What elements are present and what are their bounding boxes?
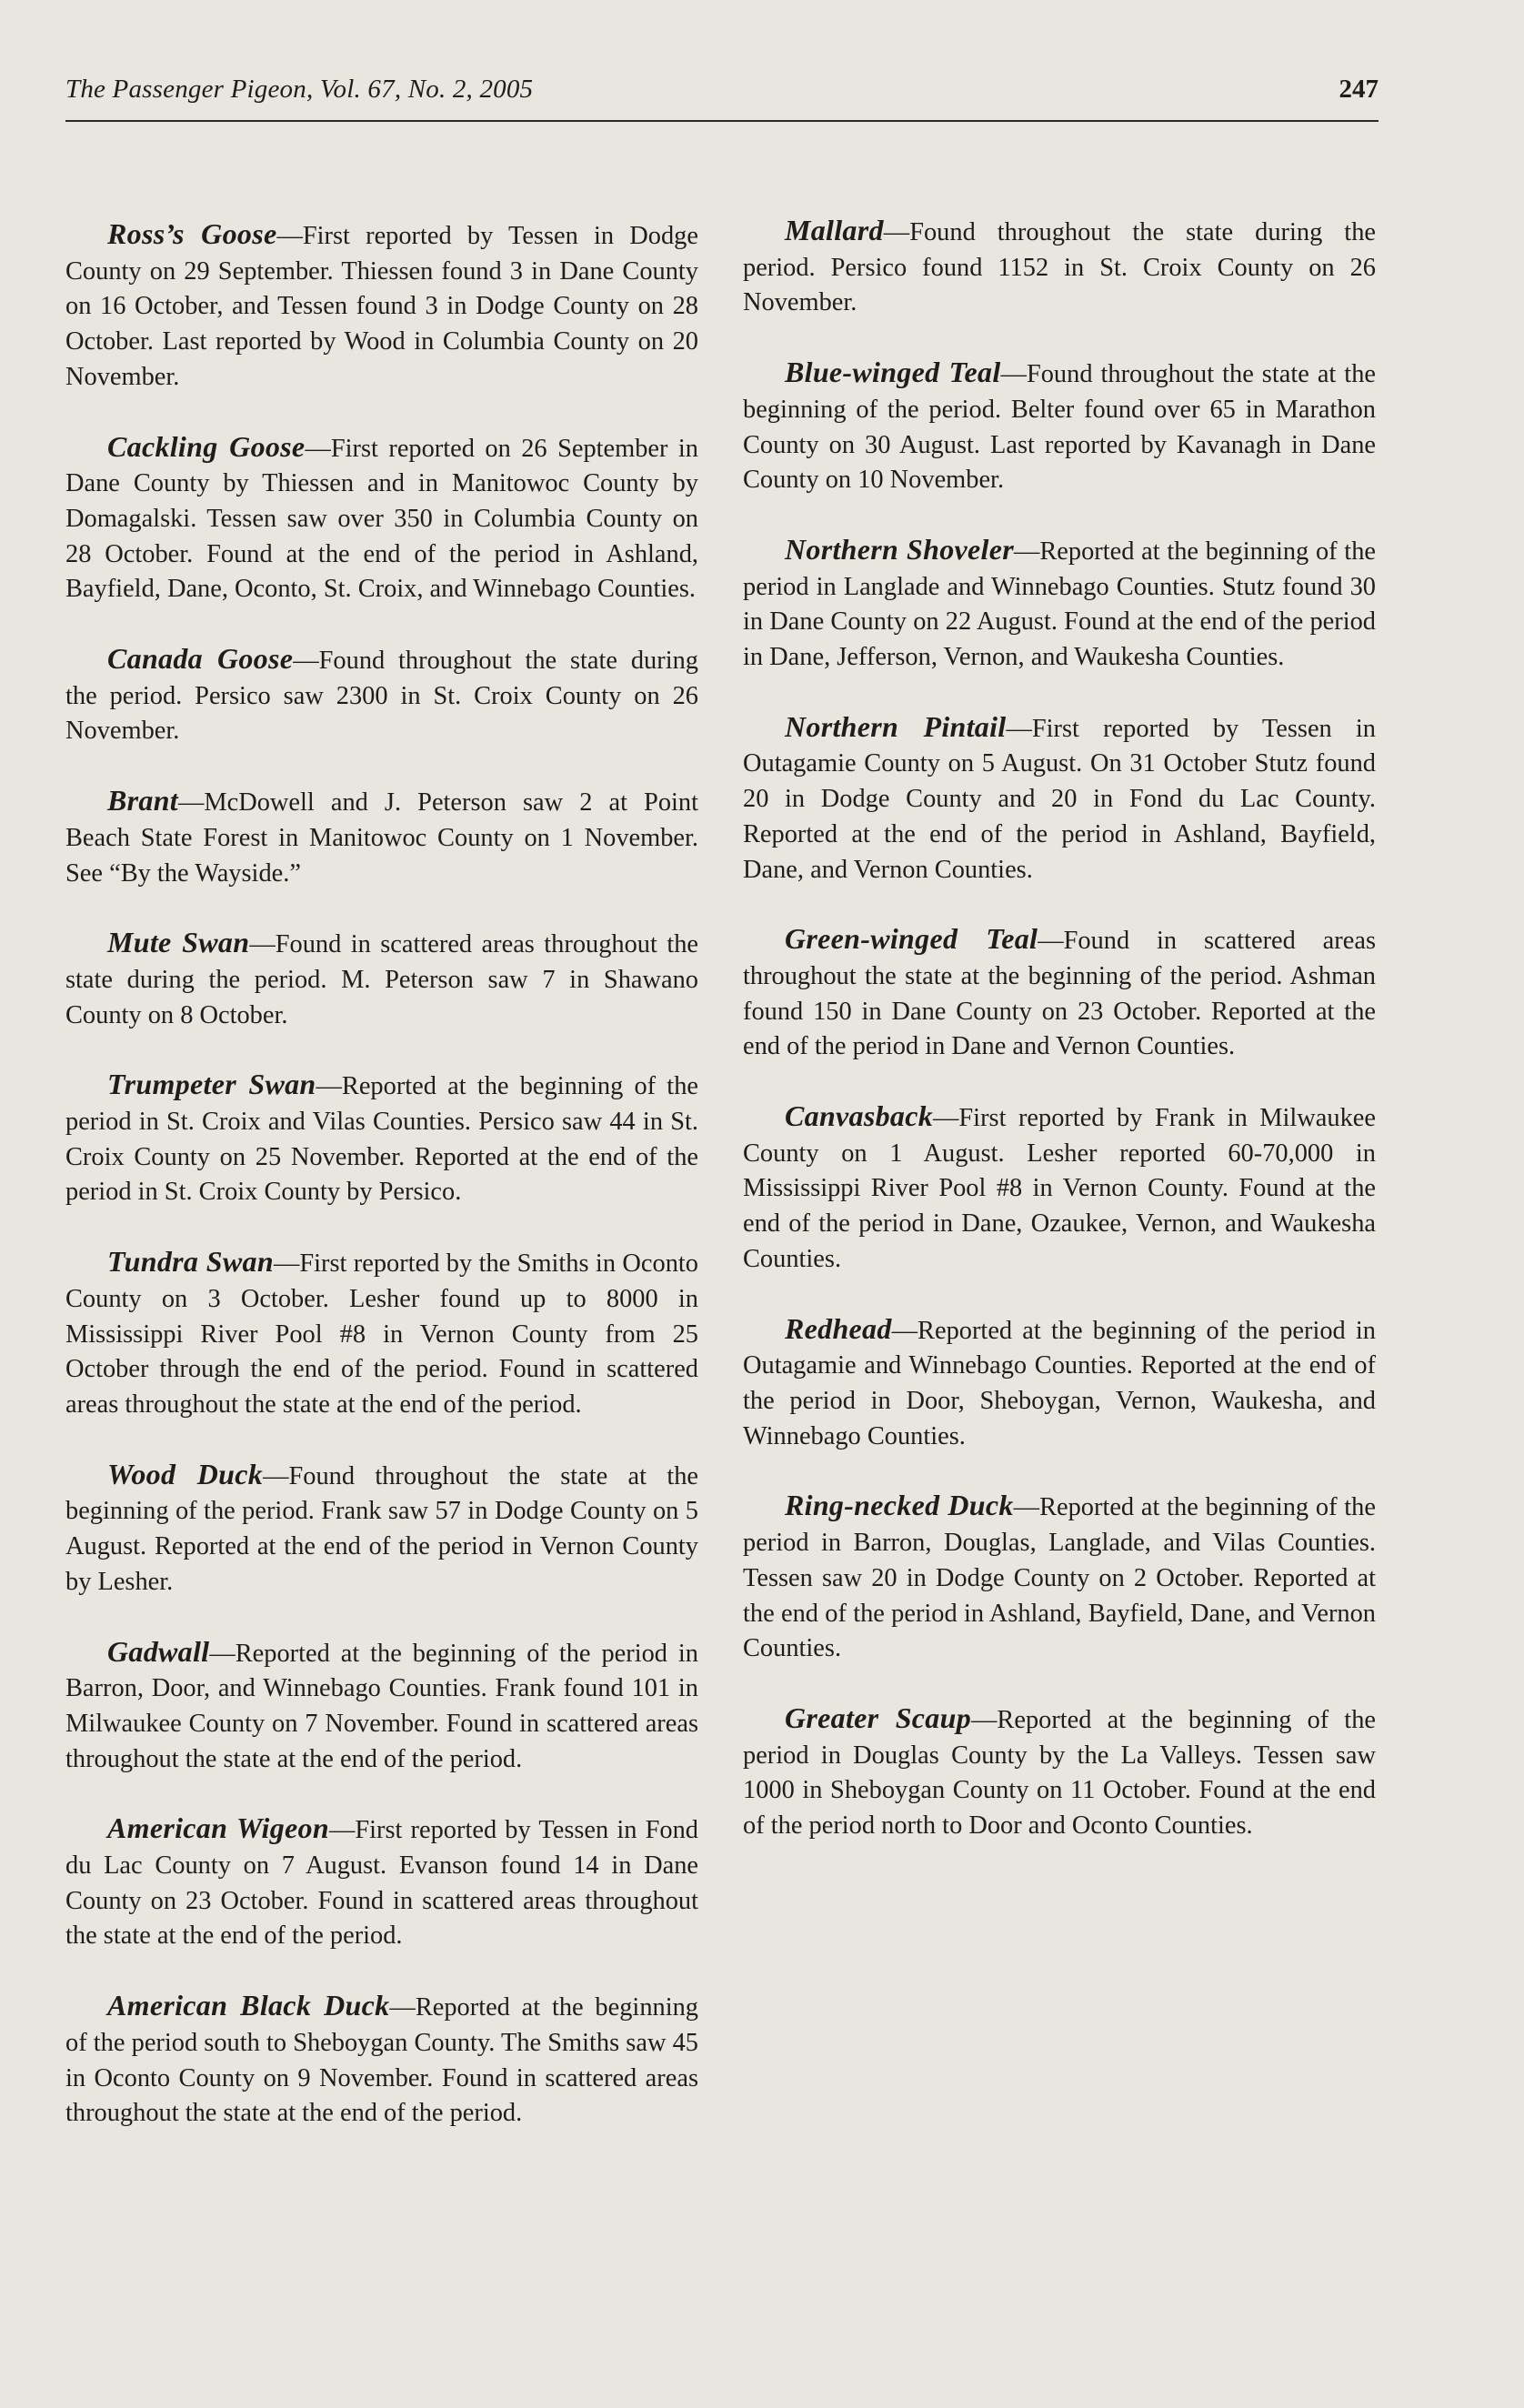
species-entry: [65, 216, 698, 396]
species-name: Wood Duck: [107, 1457, 264, 1490]
species-account: —Reported at the beginning of the period in St. Croix and Vilas Counties. Persico saw 44 in St. Croix County on 25 November. Reported at the end of the period in St. Croix County by Persico.: [65, 1072, 698, 1207]
species-account: —Found throughout the state at the beginning of the period. Frank saw 57 in Dodge County on 5 August. Reported at the end of the period in Vernon County by Lesher.: [65, 1461, 699, 1596]
species-account: —First reported by Frank in Milwaukee County on 1 August. Lesher reported 60-70,000 in Mississippi River Pool #8 in Vernon County. Found at the end of the period in Dane, Ozaukee, Vernon, and Waukesha Counties.: [743, 1104, 1376, 1273]
species-name: Gadwall: [107, 1634, 210, 1668]
species-entry: [743, 1099, 1376, 1278]
species-entry: [65, 1457, 698, 1600]
species-name: Northern Shoveler: [785, 532, 1014, 566]
species-name: Mallard: [785, 214, 884, 246]
species-account: —Found throughout the state at the beginning of the period. Belter found over 65 in Marathon County on 30 August. Last reported by Kavanagh in Dane County on 10 November.: [743, 360, 1376, 495]
species-name: Cackling Goose: [107, 429, 306, 463]
species-entry: [65, 783, 698, 891]
species-entry: [743, 355, 1376, 498]
species-entry: [65, 1988, 698, 2132]
species-name: Blue-winged Teal: [785, 356, 1001, 389]
species-entry: [65, 1067, 698, 1210]
species-account: —Reported at the beginning of the period in Barron, Door, and Winnebago Counties. Frank found 101 in Milwaukee County on 7 November. Found in scattered areas throughout the state at the end of the period.: [65, 1639, 698, 1773]
species-account: —Found in scattered areas throughout the state during the period. M. Peterson saw 7 in Shawano County on 8 October.: [65, 930, 699, 1029]
species-name: American Black Duck: [107, 1989, 390, 2022]
species-account: —First reported by Tessen in Fond du Lac County on 7 August. Evanson found 14 in Dane County on 23 October. Found in scattered areas throughout the state at the end of the period.: [65, 1816, 698, 1951]
species-account: —First reported by Tessen in Dodge County on 29 September. Thiessen found 3 in Dane County on 16 October, and Tessen found 3 in Dodge County on 28 October. Last reported by Wood in Columbia County on 20 November.: [65, 222, 698, 391]
journal-citation: The Passenger Pigeon, Vol. 67, No. 2, 2005: [65, 75, 534, 104]
species-entry: [743, 921, 1376, 1065]
species-name: Canvasback: [785, 1099, 933, 1133]
species-name: Greater Scaup: [785, 1701, 972, 1734]
species-name: Redhead: [785, 1311, 892, 1345]
species-entry: [743, 1488, 1376, 1667]
species-entry: [65, 1811, 698, 1954]
species-entry: [743, 1311, 1376, 1455]
species-entry: [743, 1701, 1376, 1844]
species-name: Tundra Swan: [107, 1245, 274, 1279]
species-entry: [65, 925, 698, 1033]
species-entry: [65, 1634, 698, 1778]
species-account: —Found in scattered areas throughout the state at the beginning of the period. Ashman found 150 in Dane County on 23 October. Reported at the end of the period in Dane and Vernon Counties.: [743, 927, 1376, 1061]
species-entry: [743, 213, 1376, 321]
page-number: 247: [1339, 75, 1379, 104]
species-entry: [65, 1244, 698, 1423]
species-entry: [65, 429, 698, 608]
species-account: —First reported on 26 September in Dane County by Thiessen and in Manitowoc County by Domagalski. Tessen saw over 350 in Columbia County on 28 October. Found at the end of the period in Ashland, Bayfield, Dane, Oconto, St. Croix, and Winnebago Counties.: [65, 434, 699, 604]
species-account: —Reported at the beginning of the period in Outagamie and Winnebago Counties. Reported at the end of the period in Door, Sheboygan, Vernon, Waukesha, and Winnebago Counties.: [743, 1316, 1376, 1450]
species-account: —Reported at the beginning of the period south to Sheboygan County. The Smiths saw 45 in Oconto County on 9 November. Found in scattered areas throughout the state at the end of the period.: [65, 1993, 698, 2128]
species-name: Mute Swan: [107, 926, 250, 959]
species-account: —Found throughout the state during the period. Persico saw 2300 in St. Croix County on 26 November.: [65, 647, 698, 746]
species-account: —Reported at the beginning of the period in Barron, Douglas, Langlade, and Vilas Counties. Tessen saw 20 in Dodge County on 2 October. Reported at the end of the period in Ashland, Bayfield, Dane, and Vernon Counties.: [743, 1493, 1376, 1663]
species-account: —Found throughout the state during the period. Persico found 1152 in St. Croix County on 26 November.: [743, 218, 1376, 317]
species-entry: [743, 709, 1376, 888]
species-account: —Reported at the beginning of the period in Douglas County by the La Valleys. Tessen saw 1000 in Sheboygan County on 11 October. Found at the end of the period north to Door and Oconto Counties.: [743, 1705, 1376, 1841]
species-entry: [743, 532, 1376, 676]
species-account: —Reported at the beginning of the period in Langlade and Winnebago Counties. Stutz found 30 in Dane County on 22 August. Found at the end of the period in Dane, Jefferson, Vernon, and Waukesha Counties.: [743, 537, 1376, 672]
species-name: Green-winged Teal: [785, 922, 1038, 956]
species-name: Trumpeter Swan: [107, 1068, 316, 1101]
species-name: American Wigeon: [107, 1811, 329, 1845]
species-account: —First reported by the Smiths in Oconto County on 3 October. Lesher found up to 8000 in Mississippi River Pool #8 in Vernon County from 25 October through the end of the period. Found in scattered areas throughout the state at the end of the period.: [65, 1249, 698, 1419]
species-name: Ross’s Goose: [107, 217, 277, 250]
species-entry: [65, 641, 698, 749]
species-name: Ring-necked Duck: [785, 1489, 1014, 1522]
species-account: —McDowell and J. Peterson saw 2 at Point Beach State Forest in Manitowoc County on 1 November. See “By the Wayside.”: [65, 788, 698, 888]
species-name: Northern Pintail: [785, 709, 1007, 743]
running-header: [65, 71, 1379, 122]
species-name: Brant: [107, 784, 178, 818]
species-account: —First reported by Tessen in Outagamie County on 5 August. On 31 October Stutz found 20 in Dodge County and 20 in Fond du Lac County. Reported at the end of the period in Ashland, Bayfield, Dane, and Vernon Counties.: [743, 714, 1376, 884]
right-column: [743, 213, 1376, 1878]
left-column: [65, 216, 698, 2165]
species-name: Canada Goose: [107, 642, 294, 676]
